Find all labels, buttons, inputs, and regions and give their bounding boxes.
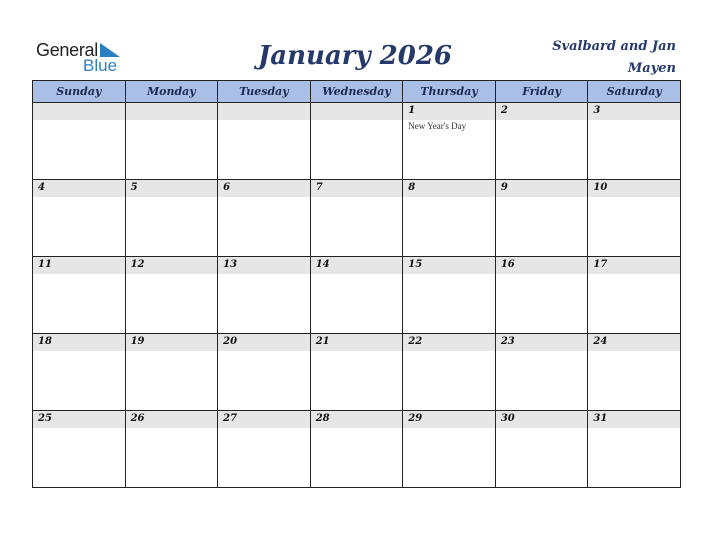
day-number-band: [403, 180, 495, 197]
day-cell: [403, 103, 496, 180]
logo-blue-text: Blue: [83, 56, 118, 75]
generalblue-logo: [36, 40, 136, 74]
day-cell: [495, 334, 588, 411]
day-cell: [33, 180, 126, 257]
day-number: 3: [593, 105, 601, 116]
day-cell: [218, 411, 311, 488]
day-cell: [33, 103, 126, 180]
day-cell: [588, 103, 681, 180]
weekday-header: Wednesday: [310, 81, 403, 103]
day-number: 14: [315, 259, 330, 270]
calendar-grid: [32, 80, 681, 488]
day-number: 9: [500, 182, 508, 193]
weekday-header: Friday: [495, 81, 588, 103]
day-number: 2: [500, 105, 508, 116]
day-cell: [125, 334, 218, 411]
day-cell: [218, 180, 311, 257]
day-cell: [588, 180, 681, 257]
day-cell: [588, 334, 681, 411]
logo-flag-icon: [100, 43, 120, 57]
day-cell: [33, 257, 126, 334]
day-number: 11: [38, 259, 52, 270]
week-row: [33, 180, 681, 257]
day-cell: [588, 411, 681, 488]
day-number: 17: [593, 259, 608, 270]
day-number: 20: [223, 336, 238, 347]
day-number: 10: [593, 182, 608, 193]
day-number-band: [218, 180, 310, 197]
day-number: 4: [38, 182, 45, 193]
day-number-band: [311, 180, 403, 197]
day-number-band: [33, 180, 125, 197]
day-number: 18: [38, 336, 52, 347]
day-number: 15: [408, 259, 423, 270]
day-cell: [310, 257, 403, 334]
weekday-header: Thursday: [403, 81, 496, 103]
weekday-header: Monday: [125, 81, 218, 103]
day-number-band: [126, 103, 218, 120]
day-number: 29: [408, 413, 423, 424]
day-cell: [125, 103, 218, 180]
day-number: 26: [130, 413, 145, 424]
week-row: [33, 411, 681, 488]
day-cell: [310, 103, 403, 180]
calendar-title: January 2026: [257, 41, 453, 71]
day-cell: [495, 103, 588, 180]
day-number: 12: [130, 259, 145, 270]
day-cell: [588, 257, 681, 334]
day-cell: [403, 257, 496, 334]
day-cell: [125, 257, 218, 334]
day-number-band: [496, 103, 588, 120]
day-cell: [125, 180, 218, 257]
day-number: 24: [593, 336, 608, 347]
day-cell: [218, 103, 311, 180]
day-number: 30: [500, 413, 515, 424]
day-cell: [218, 334, 311, 411]
week-row: [33, 334, 681, 411]
day-number: 1: [408, 105, 416, 116]
day-cell: [310, 334, 403, 411]
day-number: 8: [408, 182, 416, 193]
day-number: 7: [315, 182, 323, 193]
day-cell: [310, 180, 403, 257]
day-cell: [403, 334, 496, 411]
day-cell: [495, 257, 588, 334]
weekday-header: Sunday: [33, 81, 126, 103]
day-number-band: [496, 180, 588, 197]
day-number: 21: [315, 336, 330, 347]
day-cell: [218, 257, 311, 334]
day-number: 5: [130, 182, 138, 193]
holiday-label: New Year's Day: [408, 121, 467, 131]
week-row: [33, 257, 681, 334]
weekday-header: Saturday: [588, 81, 681, 103]
day-cell: [403, 411, 496, 488]
day-cell: [495, 180, 588, 257]
day-number: 16: [500, 259, 515, 270]
day-number: 19: [130, 336, 145, 347]
region-name: Svalbard and Jan Mayen: [552, 39, 676, 76]
day-number-band: [218, 103, 310, 120]
day-cell: [495, 411, 588, 488]
weekday-header-row: [33, 81, 681, 103]
day-number: 13: [223, 259, 238, 270]
day-number: 27: [223, 413, 238, 424]
week-row: [33, 103, 681, 180]
day-number: 6: [223, 182, 231, 193]
day-number: 23: [500, 336, 515, 347]
day-number: 22: [408, 336, 423, 347]
day-number: 31: [593, 413, 608, 424]
day-number-band: [588, 103, 680, 120]
day-cell: [310, 411, 403, 488]
day-number-band: [311, 103, 403, 120]
logo-general-text: General: [36, 40, 98, 60]
day-cell: [403, 180, 496, 257]
day-number: 25: [38, 413, 52, 424]
day-cell: [33, 411, 126, 488]
day-number-band: [126, 180, 218, 197]
day-cell: [33, 334, 126, 411]
weekday-header: Tuesday: [218, 81, 311, 103]
day-cell: [125, 411, 218, 488]
day-number-band: [403, 103, 495, 120]
day-number-band: [33, 103, 125, 120]
day-number: 28: [315, 413, 330, 424]
